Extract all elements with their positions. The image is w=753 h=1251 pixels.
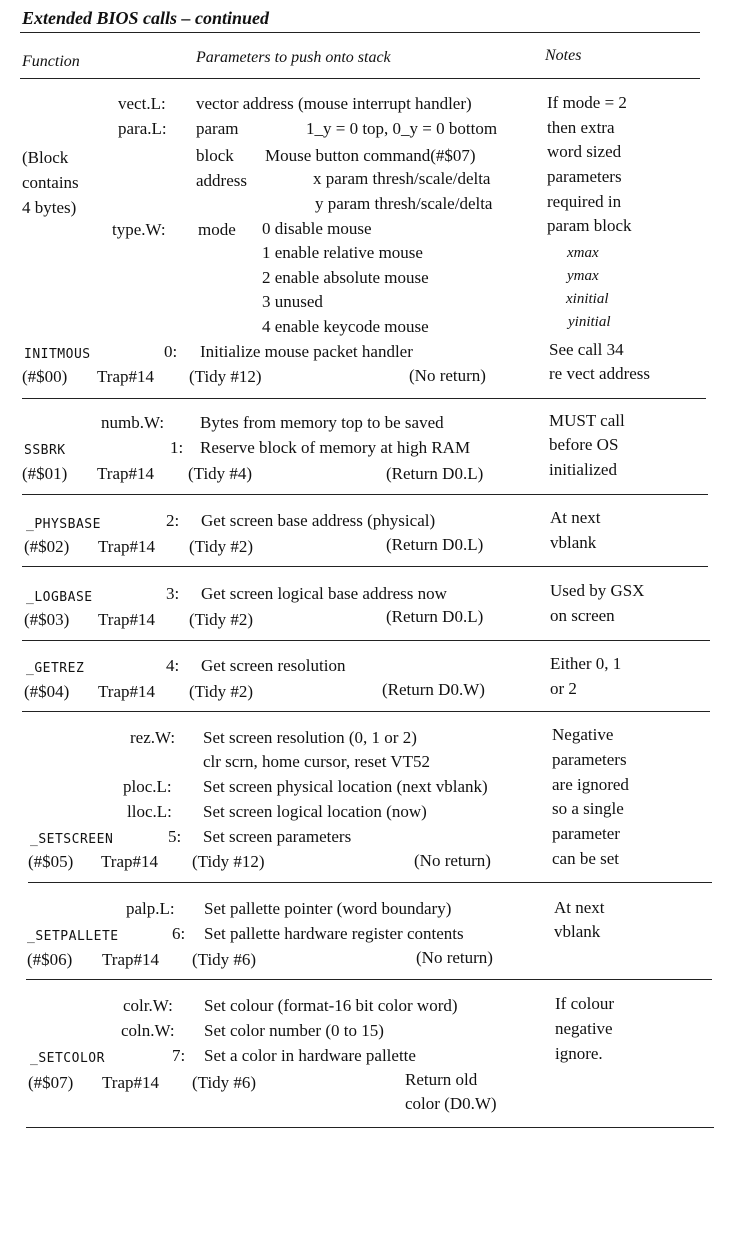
function-number: 4:	[166, 656, 180, 675]
param-desc: Set screen logical location (now)	[203, 802, 427, 821]
note-line: on screen	[550, 606, 615, 625]
opcode: (#$04)	[24, 682, 70, 701]
trap: Trap#14	[97, 367, 154, 386]
param-desc: address	[196, 171, 247, 190]
note-line: required in	[547, 192, 622, 211]
column-header-function: Function	[22, 53, 80, 70]
return: (Return D0.L)	[386, 464, 484, 483]
param-label: coln.W:	[121, 1021, 175, 1040]
trap: Trap#14	[98, 610, 155, 629]
function-desc: Get screen resolution	[201, 656, 346, 675]
tidy: (Tidy #2)	[189, 682, 254, 701]
trap: Trap#14	[97, 464, 154, 483]
note-line: MUST call	[549, 411, 625, 430]
divider	[20, 32, 700, 33]
note-line: param block	[547, 216, 632, 235]
return: (Return D0.L)	[386, 607, 484, 626]
divider	[20, 78, 700, 79]
return: Return old	[405, 1070, 478, 1089]
note-line: vblank	[554, 922, 601, 941]
return: (No return)	[414, 851, 491, 870]
param-desc: clr scrn, home cursor, reset VT52	[203, 752, 431, 771]
param-desc: Set colour (format-16 bit color word)	[204, 996, 458, 1015]
note-line: At next	[554, 898, 605, 917]
divider	[22, 640, 710, 641]
param-desc: Set screen resolution (0, 1 or 2)	[203, 728, 417, 747]
block-note: contains	[22, 173, 79, 192]
note-line: Negative	[552, 725, 614, 744]
function-name: SSBRK	[24, 443, 66, 458]
note-line: before OS	[549, 435, 619, 454]
function-number: 1:	[170, 438, 184, 457]
note-line: can be set	[552, 849, 620, 868]
trap: Trap#14	[98, 537, 155, 556]
function-desc: Set screen parameters	[203, 827, 352, 846]
divider	[22, 398, 706, 399]
function-desc: Reserve block of memory at high RAM	[200, 438, 471, 457]
opcode: (#$00)	[22, 367, 68, 386]
function-number: 3:	[166, 584, 180, 603]
opcode: (#$03)	[24, 610, 70, 629]
tidy: (Tidy #6)	[192, 1073, 257, 1092]
note-line: If mode = 2	[547, 93, 627, 112]
return: (Return D0.L)	[386, 535, 484, 554]
divider	[28, 882, 712, 883]
param-desc: x param thresh/scale/delta	[313, 169, 491, 188]
param-label: numb.W:	[101, 413, 165, 432]
param-label: para.L:	[118, 119, 167, 138]
note-line: At next	[550, 508, 601, 527]
function-desc: Set a color in hardware pallette	[204, 1046, 416, 1065]
tidy: (Tidy #4)	[188, 464, 253, 483]
note-line: initialized	[549, 460, 617, 479]
function-number: 7:	[172, 1046, 186, 1065]
function-name: _SETPALLETE	[27, 929, 119, 944]
opcode: (#$01)	[22, 464, 68, 483]
note-line: so a single	[552, 799, 624, 818]
return: color (D0.W)	[405, 1094, 497, 1113]
tidy: (Tidy #12)	[192, 852, 265, 871]
function-desc: Initialize mouse packet handler	[200, 342, 413, 361]
note-line: negative	[555, 1019, 613, 1038]
note-line: then extra	[547, 118, 615, 137]
tidy: (Tidy #6)	[192, 950, 257, 969]
function-number: 6:	[172, 924, 186, 943]
opcode: (#$06)	[27, 950, 73, 969]
function-desc: Set pallette hardware register contents	[204, 924, 464, 943]
function-name: _LOGBASE	[26, 590, 93, 605]
note-line: re vect address	[549, 364, 651, 383]
note-line: Either 0, 1	[550, 654, 622, 673]
note-line: parameters	[552, 750, 627, 769]
function-desc: Get screen logical base address now	[201, 584, 447, 603]
param-desc: Mouse button command(#$07)	[265, 146, 476, 165]
block-note: (Block	[22, 148, 69, 167]
param-label: type.W:	[112, 220, 166, 239]
divider	[26, 979, 712, 980]
divider	[22, 566, 708, 567]
note-line: Used by GSX	[550, 581, 645, 600]
function-number: 0:	[164, 342, 178, 361]
mode-option: 4 enable keycode mouse	[262, 317, 429, 336]
function-number: 2:	[166, 511, 180, 530]
divider	[22, 494, 708, 495]
return: (No return)	[409, 366, 486, 385]
note-param: xinitial	[566, 291, 609, 307]
note-line: parameter	[552, 824, 620, 843]
tidy: (Tidy #2)	[189, 537, 254, 556]
trap: Trap#14	[102, 950, 159, 969]
note-line: See call 34	[549, 340, 624, 359]
note-param: ymax	[567, 268, 599, 284]
mode-option: 2 enable absolute mouse	[262, 268, 429, 287]
param-desc: Set pallette pointer (word boundary)	[204, 899, 452, 918]
param-label: ploc.L:	[123, 777, 172, 796]
opcode: (#$02)	[24, 537, 70, 556]
page-title: Extended BIOS calls – continued	[22, 8, 270, 28]
param-desc: param	[196, 119, 239, 138]
function-name: _SETCOLOR	[30, 1051, 105, 1066]
block-note: 4 bytes)	[22, 198, 77, 217]
note-line: are ignored	[552, 775, 629, 794]
param-desc: mode	[198, 220, 236, 239]
note-line: If colour	[555, 994, 615, 1013]
opcode: (#$05)	[28, 852, 74, 871]
note-param: yinitial	[568, 314, 611, 330]
column-header-parameters: Parameters to push onto stack	[196, 49, 391, 66]
return: (Return D0.W)	[382, 680, 485, 699]
divider	[22, 711, 710, 712]
param-label: colr.W:	[123, 996, 173, 1015]
trap: Trap#14	[98, 682, 155, 701]
function-number: 5:	[168, 827, 182, 846]
function-name: _PHYSBASE	[26, 517, 101, 532]
param-desc: block	[196, 146, 234, 165]
mode-option: 1 enable relative mouse	[262, 243, 423, 262]
mode-option: 0 disable mouse	[262, 219, 372, 238]
trap: Trap#14	[101, 852, 158, 871]
param-desc: Set screen physical location (next vblank)	[203, 777, 488, 796]
tidy: (Tidy #2)	[189, 610, 254, 629]
param-desc: y param thresh/scale/delta	[315, 194, 493, 213]
column-header-notes: Notes	[545, 47, 582, 64]
function-name: _SETSCREEN	[30, 832, 114, 847]
param-desc: 1_y = 0 top, 0_y = 0 bottom	[306, 119, 498, 138]
mode-option: 3 unused	[262, 292, 323, 311]
opcode: (#$07)	[28, 1073, 74, 1092]
param-desc: Bytes from memory top to be saved	[200, 413, 444, 432]
note-line: parameters	[547, 167, 622, 186]
function-desc: Get screen base address (physical)	[201, 511, 436, 530]
return: (No return)	[416, 948, 493, 967]
function-name: INITMOUS	[24, 347, 91, 362]
tidy: (Tidy #12)	[189, 367, 262, 386]
function-name: _GETREZ	[26, 661, 85, 676]
param-label: lloc.L:	[127, 802, 172, 821]
param-label: vect.L:	[118, 94, 166, 113]
note-param: xmax	[567, 245, 599, 261]
note-line: vblank	[550, 533, 597, 552]
param-desc: Set color number (0 to 15)	[204, 1021, 384, 1040]
param-desc: vector address (mouse interrupt handler)	[196, 94, 472, 113]
param-label: palp.L:	[126, 899, 175, 918]
trap: Trap#14	[102, 1073, 159, 1092]
note-line: or 2	[550, 679, 577, 698]
note-line: word sized	[547, 142, 622, 161]
note-line: ignore.	[555, 1044, 603, 1063]
divider	[26, 1127, 714, 1128]
param-label: rez.W:	[130, 728, 176, 747]
